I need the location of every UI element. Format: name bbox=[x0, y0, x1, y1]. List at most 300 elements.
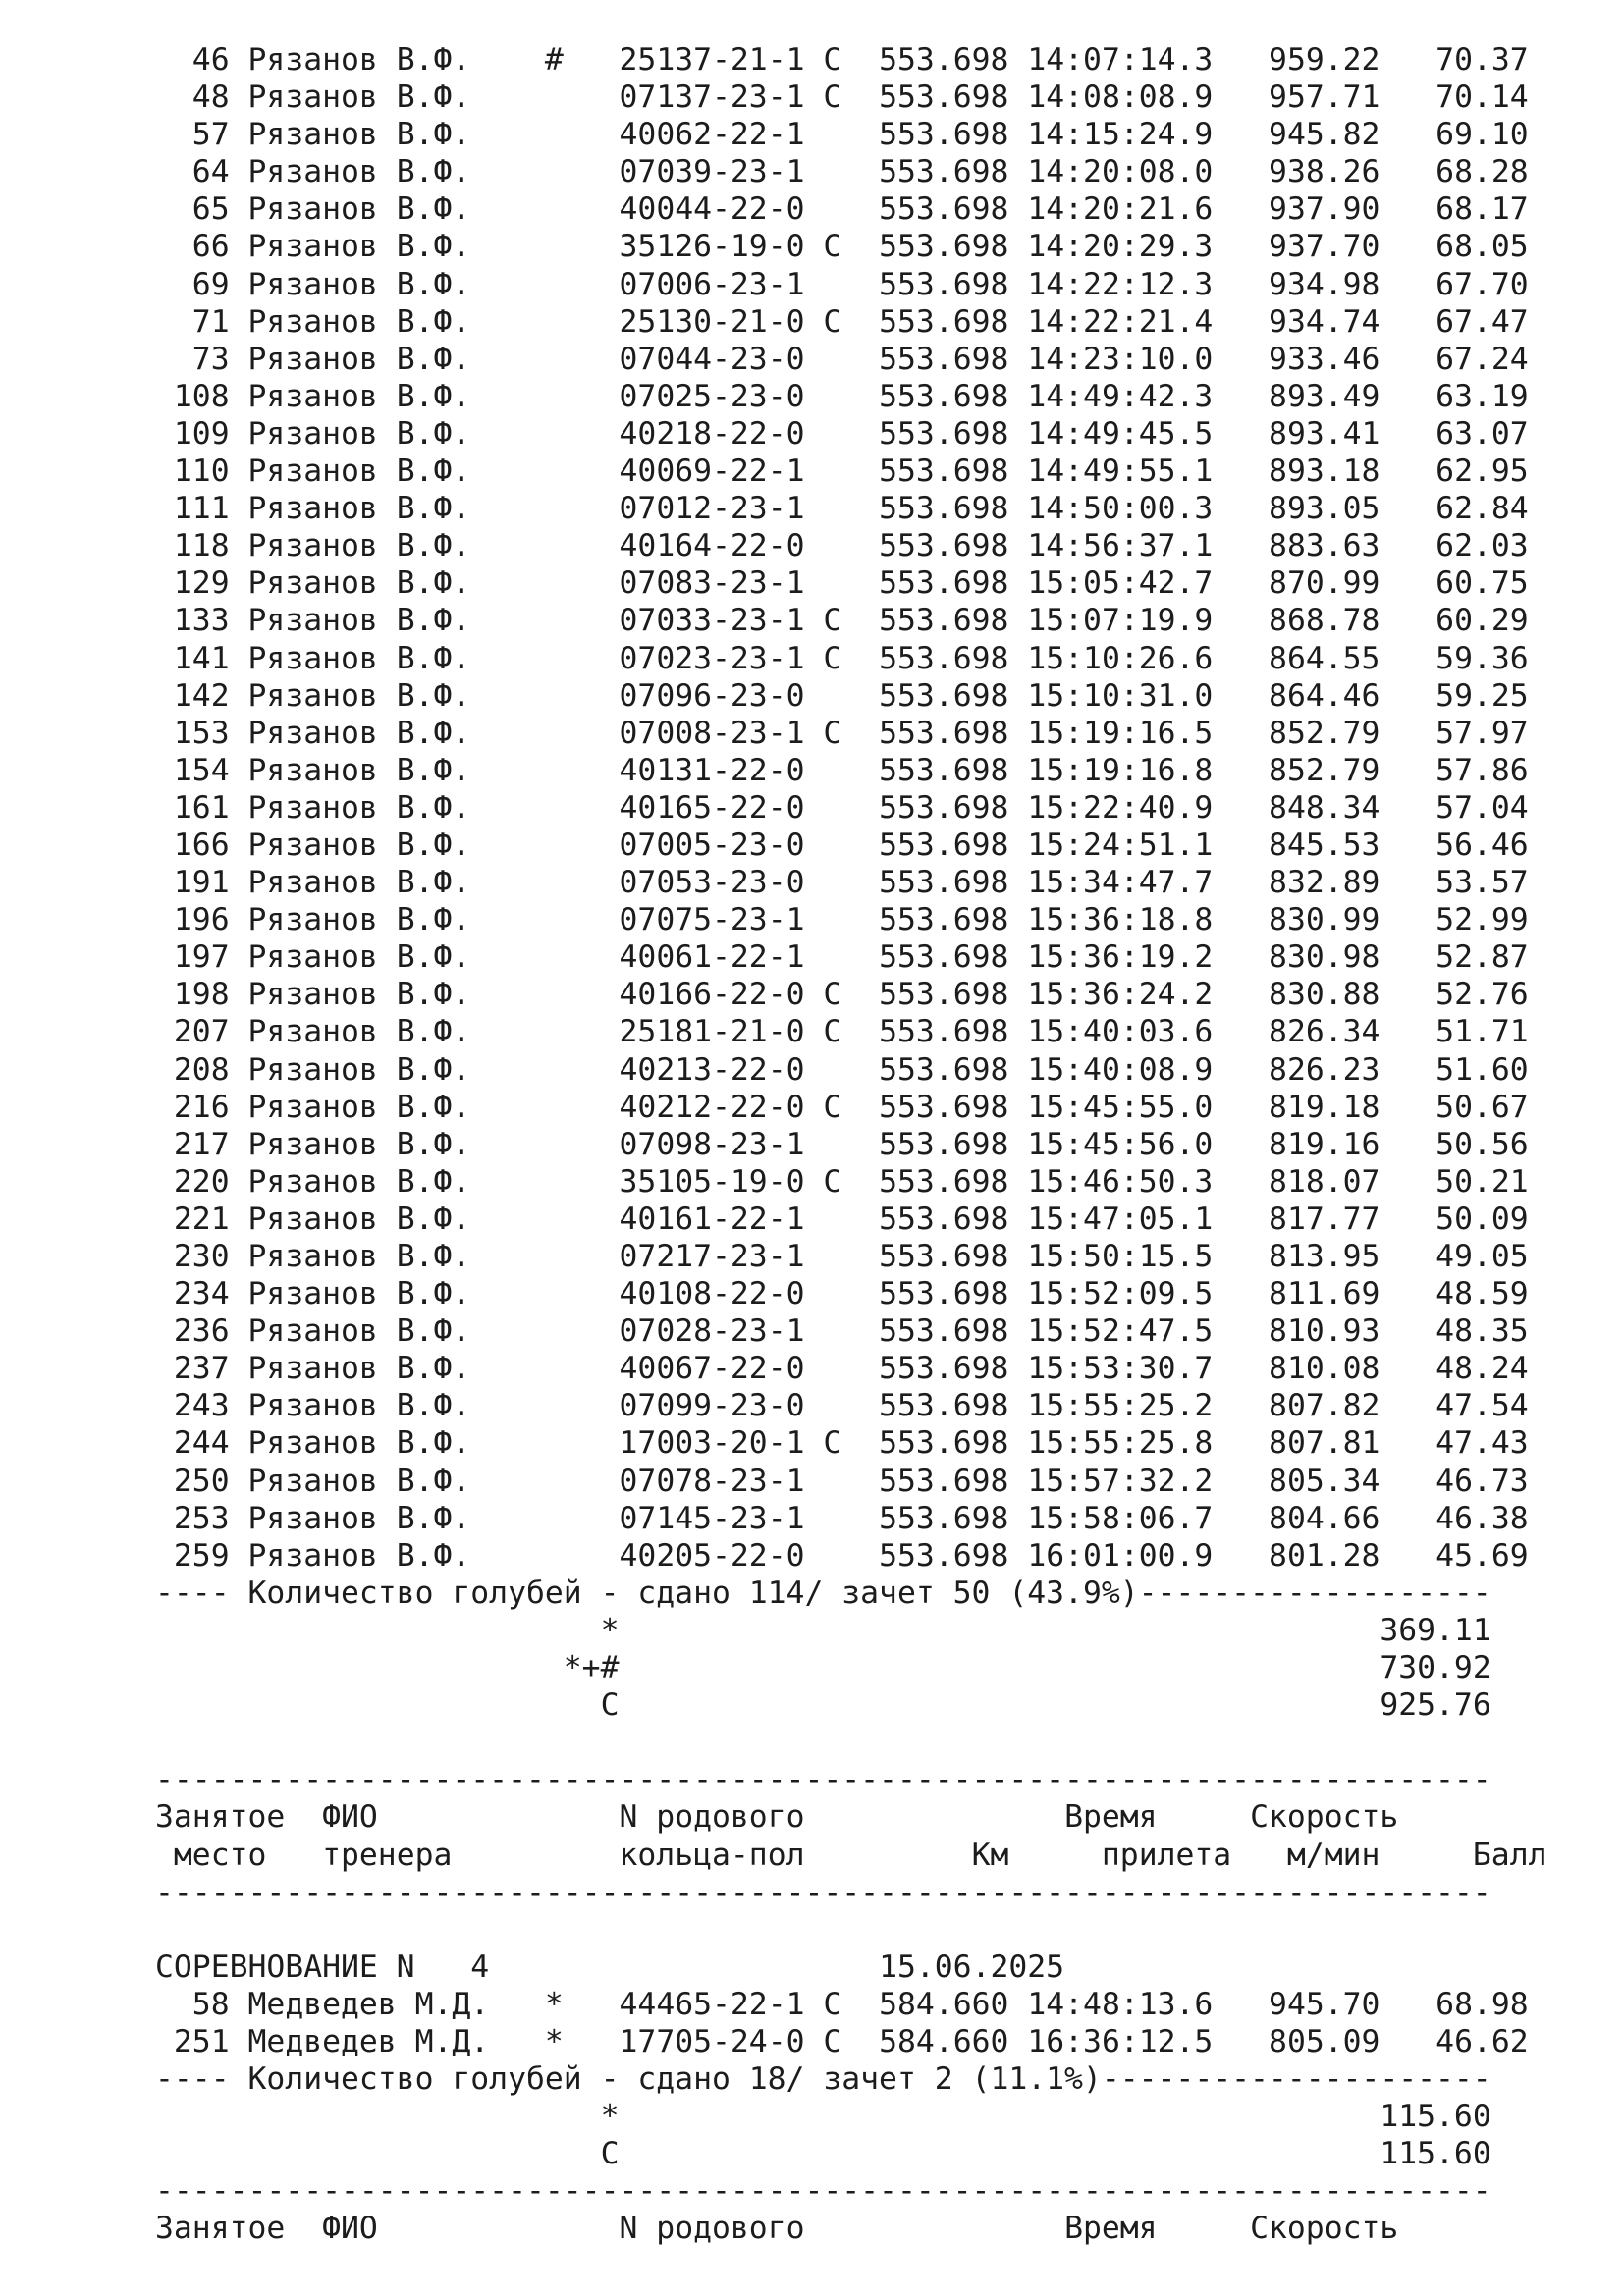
ring-number: 07078-23-1 bbox=[619, 1463, 805, 1499]
place: 207 bbox=[155, 1014, 230, 1050]
result-row bbox=[155, 1500, 1547, 1537]
result-row bbox=[155, 1163, 1547, 1201]
flag bbox=[823, 1201, 841, 1237]
flag bbox=[823, 902, 841, 937]
speed: 810.93 bbox=[1250, 1313, 1380, 1350]
place: 154 bbox=[155, 752, 230, 788]
header-time: Время bbox=[1064, 1799, 1176, 1836]
mark-symbol bbox=[545, 1276, 620, 1311]
ring-number: 40108-22-0 bbox=[619, 1276, 805, 1312]
summary-text: ---- Количество голубей - сдано 114/ зачет 50 (43.9%)------------------- bbox=[155, 1575, 1491, 1611]
speed: 805.34 bbox=[1250, 1463, 1380, 1499]
flag bbox=[823, 1351, 841, 1386]
flag: С bbox=[823, 1425, 842, 1462]
result-row bbox=[155, 415, 1547, 453]
score: 46.62 bbox=[1417, 2023, 1529, 2059]
trainer-name: Рязанов В.Ф. bbox=[247, 1089, 545, 1125]
speed: 826.34 bbox=[1250, 1014, 1380, 1050]
flag: С bbox=[823, 1986, 842, 2022]
result-row bbox=[155, 116, 1547, 153]
arrival-time: 14:22:21.4 bbox=[1027, 303, 1214, 340]
mark-symbol bbox=[545, 678, 620, 714]
trainer-name: Рязанов В.Ф. bbox=[247, 341, 545, 377]
flag bbox=[823, 828, 841, 863]
mark-symbol bbox=[545, 790, 620, 826]
distance-km: 553.698 bbox=[860, 1014, 1009, 1050]
arrival-time: 15:36:24.2 bbox=[1027, 977, 1214, 1013]
total-symbol: *+# bbox=[155, 1650, 620, 1686]
score: 57.97 bbox=[1417, 715, 1529, 751]
mark-symbol bbox=[545, 1464, 620, 1499]
flag bbox=[823, 154, 841, 189]
result-row bbox=[155, 1275, 1547, 1312]
score: 62.03 bbox=[1417, 528, 1529, 564]
result-row bbox=[155, 1201, 1547, 1238]
speed: 801.28 bbox=[1250, 1537, 1380, 1574]
arrival-time: 15:05:42.7 bbox=[1027, 565, 1214, 602]
competition-label: СОРЕВНОВАНИЕ N bbox=[155, 1949, 415, 1985]
place: 69 bbox=[155, 266, 230, 302]
total-value: 730.92 bbox=[619, 1650, 1491, 1686]
ring-number: 40213-22-0 bbox=[619, 1051, 805, 1088]
speed: 868.78 bbox=[1250, 603, 1380, 639]
flag: С bbox=[823, 1163, 842, 1200]
blank-line bbox=[155, 1911, 1547, 1949]
flag: С bbox=[823, 603, 842, 639]
mark-symbol bbox=[545, 491, 620, 526]
total-symbol: С bbox=[155, 2136, 620, 2172]
ring-number: 07023-23-1 bbox=[619, 640, 805, 676]
trainer-name: Рязанов В.Ф. bbox=[247, 1014, 545, 1050]
flag bbox=[823, 1239, 841, 1274]
mark-symbol bbox=[545, 641, 620, 676]
distance-km: 553.698 bbox=[860, 1388, 1009, 1424]
place: 64 bbox=[155, 154, 230, 190]
score: 59.25 bbox=[1417, 677, 1529, 714]
arrival-time: 15:50:15.5 bbox=[1027, 1239, 1214, 1274]
score: 68.98 bbox=[1417, 1986, 1529, 2022]
mark-symbol bbox=[545, 977, 620, 1012]
speed: 938.26 bbox=[1250, 154, 1380, 190]
score: 60.75 bbox=[1417, 565, 1529, 602]
distance-km: 553.698 bbox=[860, 415, 1009, 452]
total-value: 115.60 bbox=[619, 2099, 1491, 2135]
trainer-name: Рязанов В.Ф. bbox=[247, 827, 545, 863]
ring-number: 44465-22-1 bbox=[619, 1986, 805, 2022]
header-place-2: место bbox=[173, 1837, 323, 1873]
score: 68.17 bbox=[1417, 191, 1529, 228]
trainer-name: Рязанов В.Ф. bbox=[247, 1051, 545, 1088]
place: 58 bbox=[155, 1986, 230, 2022]
flag bbox=[823, 528, 841, 563]
separator-rule: ------------------------------------------------------------------------ bbox=[155, 2173, 1491, 2210]
speed: 937.90 bbox=[1250, 191, 1380, 228]
place: 197 bbox=[155, 939, 230, 976]
mark-symbol bbox=[545, 939, 620, 975]
result-row bbox=[155, 453, 1547, 490]
header-ring: N родового bbox=[619, 2211, 897, 2247]
result-row bbox=[155, 1089, 1547, 1126]
total-value: 925.76 bbox=[619, 1687, 1491, 1724]
distance-km: 553.698 bbox=[860, 378, 1009, 414]
place: 129 bbox=[155, 565, 230, 602]
header-speed: Скорость bbox=[1250, 1799, 1399, 1836]
mark-symbol bbox=[545, 454, 620, 489]
trainer-name: Рязанов В.Ф. bbox=[247, 1388, 545, 1424]
ring-number: 07217-23-1 bbox=[619, 1239, 805, 1274]
arrival-time: 15:22:40.9 bbox=[1027, 789, 1214, 826]
arrival-time: 14:48:13.6 bbox=[1027, 1986, 1214, 2022]
speed: 813.95 bbox=[1250, 1239, 1380, 1274]
distance-km: 553.698 bbox=[860, 752, 1009, 788]
mark-symbol bbox=[545, 342, 620, 377]
ring-number: 07145-23-1 bbox=[619, 1500, 805, 1536]
ring-number: 07075-23-1 bbox=[619, 902, 805, 938]
mark-symbol bbox=[545, 753, 620, 788]
ring-number: 07098-23-1 bbox=[619, 1126, 805, 1162]
mark-symbol bbox=[545, 1351, 620, 1386]
distance-km: 553.698 bbox=[860, 303, 1009, 340]
trainer-name: Рязанов В.Ф. bbox=[247, 1351, 545, 1387]
flag bbox=[823, 117, 841, 152]
distance-km: 553.698 bbox=[860, 1463, 1009, 1499]
score: 57.86 bbox=[1417, 752, 1529, 788]
ring-number: 07006-23-1 bbox=[619, 266, 805, 302]
place: 251 bbox=[155, 2023, 230, 2059]
total-row bbox=[155, 1612, 1547, 1649]
result-row bbox=[155, 864, 1547, 901]
score: 48.59 bbox=[1417, 1276, 1529, 1312]
total-row bbox=[155, 1686, 1547, 1724]
ring-number: 17003-20-1 bbox=[619, 1425, 805, 1462]
trainer-name: Рязанов В.Ф. bbox=[247, 415, 545, 452]
score: 46.38 bbox=[1417, 1500, 1529, 1536]
result-row bbox=[155, 1312, 1547, 1350]
ring-number: 40218-22-0 bbox=[619, 415, 805, 452]
trainer-name: Рязанов В.Ф. bbox=[247, 977, 545, 1013]
speed: 832.89 bbox=[1250, 865, 1380, 901]
speed: 807.81 bbox=[1250, 1425, 1380, 1462]
arrival-time: 14:20:08.0 bbox=[1027, 154, 1214, 190]
score: 51.60 bbox=[1417, 1051, 1529, 1088]
arrival-time: 14:07:14.3 bbox=[1027, 42, 1214, 78]
result-row bbox=[155, 938, 1547, 976]
distance-km: 553.698 bbox=[860, 977, 1009, 1013]
place: 237 bbox=[155, 1351, 230, 1387]
distance-km: 553.698 bbox=[860, 1351, 1009, 1387]
result-row bbox=[155, 41, 1547, 79]
flag bbox=[823, 753, 841, 788]
distance-km: 553.698 bbox=[860, 1201, 1009, 1237]
result-row bbox=[155, 827, 1547, 864]
mark-symbol bbox=[545, 1425, 620, 1461]
distance-km: 553.698 bbox=[860, 1163, 1009, 1200]
distance-km: 584.660 bbox=[860, 1986, 1009, 2022]
mark-symbol bbox=[545, 1127, 620, 1162]
place: 191 bbox=[155, 865, 230, 901]
arrival-time: 15:10:26.6 bbox=[1027, 640, 1214, 676]
distance-km: 553.698 bbox=[860, 341, 1009, 377]
arrival-time: 15:19:16.5 bbox=[1027, 715, 1214, 751]
trainer-name: Рязанов В.Ф. bbox=[247, 939, 545, 976]
flag bbox=[823, 1388, 841, 1423]
score: 50.56 bbox=[1417, 1126, 1529, 1162]
mark-symbol: * bbox=[544, 1986, 620, 2022]
mark-symbol bbox=[545, 267, 620, 302]
score: 70.14 bbox=[1417, 80, 1529, 116]
ring-number: 40069-22-1 bbox=[619, 454, 805, 490]
flag bbox=[823, 1052, 841, 1088]
speed: 807.82 bbox=[1250, 1388, 1380, 1424]
place: 253 bbox=[155, 1500, 230, 1536]
place: 208 bbox=[155, 1051, 230, 1088]
header-time-2: прилета bbox=[1101, 1837, 1232, 1873]
flag bbox=[823, 565, 841, 601]
ring-number: 40166-22-0 bbox=[619, 977, 805, 1013]
flag bbox=[823, 1313, 841, 1349]
speed: 937.70 bbox=[1250, 229, 1380, 265]
place: 220 bbox=[155, 1163, 230, 1200]
result-row bbox=[155, 303, 1547, 341]
trainer-name: Рязанов В.Ф. bbox=[247, 640, 545, 676]
result-row bbox=[155, 640, 1547, 677]
distance-km: 553.698 bbox=[860, 565, 1009, 602]
speed: 893.18 bbox=[1250, 454, 1380, 490]
flag: С bbox=[823, 80, 842, 116]
distance-km: 553.698 bbox=[860, 603, 1009, 639]
speed: 810.08 bbox=[1250, 1351, 1380, 1387]
distance-km: 553.698 bbox=[860, 827, 1009, 863]
speed: 934.98 bbox=[1250, 266, 1380, 302]
score: 52.87 bbox=[1417, 939, 1529, 976]
place: 236 bbox=[155, 1313, 230, 1350]
score: 50.21 bbox=[1417, 1163, 1529, 1200]
ring-number: 07005-23-0 bbox=[619, 827, 805, 863]
ring-number: 35105-19-0 bbox=[619, 1163, 805, 1200]
trainer-name: Рязанов В.Ф. bbox=[247, 603, 545, 639]
speed: 957.71 bbox=[1250, 80, 1380, 116]
place: 166 bbox=[155, 827, 230, 863]
trainer-name: Рязанов В.Ф. bbox=[247, 303, 545, 340]
mark-symbol bbox=[545, 416, 620, 452]
arrival-time: 14:08:08.9 bbox=[1027, 80, 1214, 116]
place: 111 bbox=[155, 491, 230, 527]
arrival-time: 15:46:50.3 bbox=[1027, 1163, 1214, 1200]
arrival-time: 14:23:10.0 bbox=[1027, 341, 1214, 377]
arrival-time: 15:58:06.7 bbox=[1027, 1500, 1214, 1536]
trainer-name: Рязанов В.Ф. bbox=[247, 378, 545, 414]
score: 57.04 bbox=[1417, 789, 1529, 826]
arrival-time: 15:19:16.8 bbox=[1027, 752, 1214, 788]
distance-km: 553.698 bbox=[860, 491, 1009, 527]
blank-line bbox=[155, 1724, 1547, 1761]
place: 230 bbox=[155, 1239, 230, 1274]
speed: 830.98 bbox=[1250, 939, 1380, 976]
score: 62.84 bbox=[1417, 491, 1529, 527]
trainer-name: Рязанов В.Ф. bbox=[247, 491, 545, 527]
arrival-time: 15:57:32.2 bbox=[1027, 1463, 1214, 1499]
total-symbol: * bbox=[155, 1612, 620, 1648]
total-row bbox=[155, 1649, 1547, 1686]
place: 108 bbox=[155, 378, 230, 414]
flag: С bbox=[823, 1014, 842, 1050]
place: 259 bbox=[155, 1537, 230, 1574]
place: 153 bbox=[155, 715, 230, 751]
header-ring-2: кольца-пол bbox=[619, 1837, 916, 1873]
arrival-time: 15:55:25.8 bbox=[1027, 1425, 1214, 1462]
mark-symbol bbox=[545, 1501, 620, 1536]
speed: 852.79 bbox=[1250, 752, 1380, 788]
distance-km: 553.698 bbox=[860, 677, 1009, 714]
score: 69.10 bbox=[1417, 117, 1529, 153]
result-row bbox=[155, 2023, 1547, 2060]
result-row bbox=[155, 1537, 1547, 1575]
flag: С bbox=[823, 229, 842, 265]
speed: 870.99 bbox=[1250, 565, 1380, 602]
footer-header-line1 bbox=[155, 2210, 1547, 2247]
flag: С bbox=[823, 715, 842, 751]
distance-km: 553.698 bbox=[860, 454, 1009, 490]
distance-km: 553.698 bbox=[860, 42, 1009, 78]
header-name: ФИО bbox=[322, 1799, 620, 1836]
distance-km: 553.698 bbox=[860, 117, 1009, 153]
trainer-name: Рязанов В.Ф. bbox=[247, 865, 545, 901]
mark-symbol bbox=[545, 117, 620, 152]
result-row bbox=[155, 527, 1547, 564]
result-row bbox=[155, 789, 1547, 827]
score: 67.24 bbox=[1417, 341, 1529, 377]
header-name-2: тренера bbox=[322, 1837, 620, 1873]
score: 67.70 bbox=[1417, 266, 1529, 302]
mark-symbol: # bbox=[544, 42, 620, 78]
mark-symbol bbox=[545, 902, 620, 937]
trainer-name: Рязанов В.Ф. bbox=[247, 902, 545, 938]
place: 243 bbox=[155, 1388, 230, 1424]
mark-symbol bbox=[545, 565, 620, 601]
ring-number: 40165-22-0 bbox=[619, 789, 805, 826]
ring-number: 07083-23-1 bbox=[619, 565, 805, 602]
ring-number: 40212-22-0 bbox=[619, 1089, 805, 1125]
trainer-name: Рязанов В.Ф. bbox=[247, 117, 545, 153]
ring-number: 07053-23-0 bbox=[619, 865, 805, 901]
summary-line bbox=[155, 2060, 1547, 2098]
header-name: ФИО bbox=[322, 2211, 620, 2247]
distance-km: 553.698 bbox=[860, 902, 1009, 938]
mark-symbol bbox=[545, 1052, 620, 1088]
mark-symbol bbox=[545, 80, 620, 115]
result-row bbox=[155, 153, 1547, 190]
place: 109 bbox=[155, 415, 230, 452]
result-row bbox=[155, 378, 1547, 415]
mark-symbol bbox=[545, 1014, 620, 1049]
arrival-time: 14:49:45.5 bbox=[1027, 415, 1214, 452]
distance-km: 553.698 bbox=[860, 191, 1009, 228]
trainer-name: Рязанов В.Ф. bbox=[247, 715, 545, 751]
ring-number: 40044-22-0 bbox=[619, 191, 805, 228]
trainer-name: Рязанов В.Ф. bbox=[247, 1500, 545, 1536]
summary-text: ---- Количество голубей - сдано 18/ зачет 2 (11.1%)--------------------- bbox=[155, 2061, 1491, 2098]
mark-symbol bbox=[545, 1313, 620, 1349]
flag bbox=[823, 491, 841, 526]
arrival-time: 15:40:03.6 bbox=[1027, 1014, 1214, 1050]
result-row bbox=[155, 1051, 1547, 1089]
result-row bbox=[155, 1463, 1547, 1500]
ring-number: 07008-23-1 bbox=[619, 715, 805, 751]
mark-symbol bbox=[545, 191, 620, 227]
arrival-time: 15:36:19.2 bbox=[1027, 939, 1214, 976]
flag bbox=[823, 790, 841, 826]
column-header-line2 bbox=[155, 1837, 1547, 1874]
speed: 811.69 bbox=[1250, 1276, 1380, 1312]
total-symbol: * bbox=[155, 2099, 620, 2135]
arrival-time: 14:50:00.3 bbox=[1027, 491, 1214, 527]
competition-number: 4 bbox=[414, 1949, 490, 1985]
speed: 830.88 bbox=[1250, 977, 1380, 1013]
place: 46 bbox=[155, 42, 230, 78]
score: 63.07 bbox=[1417, 415, 1529, 452]
arrival-time: 14:20:21.6 bbox=[1027, 191, 1214, 228]
arrival-time: 15:40:08.9 bbox=[1027, 1051, 1214, 1088]
result-row bbox=[155, 976, 1547, 1013]
flag bbox=[823, 454, 841, 489]
header-place: Занятое bbox=[155, 2211, 304, 2247]
result-row bbox=[155, 228, 1547, 265]
flag bbox=[823, 191, 841, 227]
distance-km: 553.698 bbox=[860, 266, 1009, 302]
header-score: Балл bbox=[1472, 1837, 1547, 1873]
arrival-time: 14:49:55.1 bbox=[1027, 454, 1214, 490]
score: 48.24 bbox=[1417, 1351, 1529, 1387]
result-row bbox=[155, 266, 1547, 303]
flag: С bbox=[823, 303, 842, 340]
place: 66 bbox=[155, 229, 230, 265]
result-row bbox=[155, 752, 1547, 789]
distance-km: 553.698 bbox=[860, 640, 1009, 676]
trainer-name: Рязанов В.Ф. bbox=[247, 1239, 545, 1274]
result-row bbox=[155, 677, 1547, 715]
mark-symbol bbox=[545, 1201, 620, 1237]
speed: 818.07 bbox=[1250, 1163, 1380, 1200]
result-row bbox=[155, 1013, 1547, 1050]
score: 46.73 bbox=[1417, 1463, 1529, 1499]
score: 52.99 bbox=[1417, 902, 1529, 938]
mark-symbol bbox=[545, 528, 620, 563]
speed: 819.18 bbox=[1250, 1089, 1380, 1125]
result-row bbox=[155, 1350, 1547, 1387]
trainer-name: Рязанов В.Ф. bbox=[247, 229, 545, 265]
arrival-time: 16:01:00.9 bbox=[1027, 1537, 1214, 1574]
place: 244 bbox=[155, 1425, 230, 1462]
ring-number: 07012-23-1 bbox=[619, 491, 805, 527]
mark-symbol bbox=[545, 154, 620, 189]
score: 68.05 bbox=[1417, 229, 1529, 265]
arrival-time: 14:49:42.3 bbox=[1027, 378, 1214, 414]
mark-symbol bbox=[545, 716, 620, 751]
ring-number: 07025-23-0 bbox=[619, 378, 805, 414]
score: 47.54 bbox=[1417, 1388, 1529, 1424]
place: 133 bbox=[155, 603, 230, 639]
flag bbox=[823, 1464, 841, 1499]
results-document bbox=[155, 41, 1547, 2248]
distance-km: 553.698 bbox=[860, 1239, 1009, 1274]
distance-km: 553.698 bbox=[860, 154, 1009, 190]
ring-number: 40205-22-0 bbox=[619, 1537, 805, 1574]
arrival-time: 16:36:12.5 bbox=[1027, 2023, 1214, 2059]
arrival-time: 15:24:51.1 bbox=[1027, 827, 1214, 863]
result-row bbox=[155, 190, 1547, 228]
ring-number: 40131-22-0 bbox=[619, 752, 805, 788]
trainer-name: Рязанов В.Ф. bbox=[247, 1163, 545, 1200]
